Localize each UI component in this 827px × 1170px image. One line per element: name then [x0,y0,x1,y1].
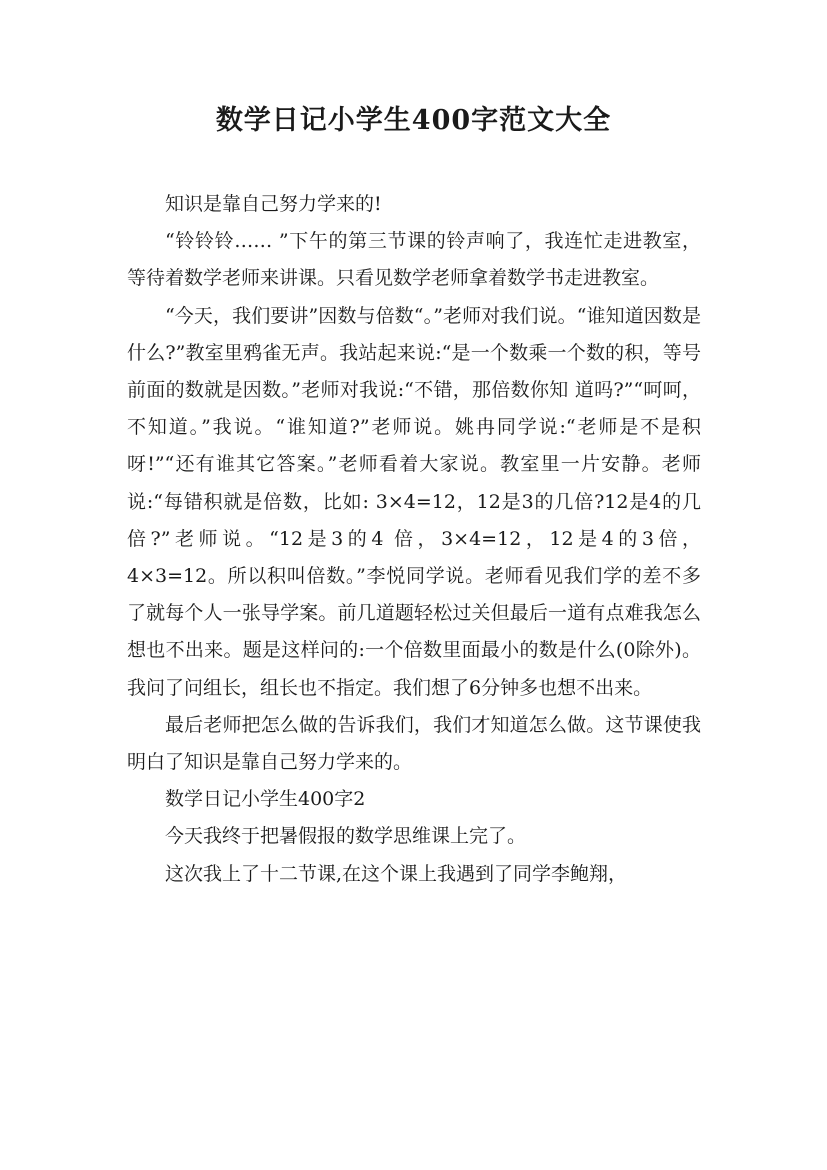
paragraph: “今天，我们要讲”因数与倍数“。”老师对我们说。“谁知道因数是什么?”教室里鸦雀无声。我站起来说:“是一个数乘一个数的积，等号前面的数就是因数。”老师对我说:“不错，那倍数你知 道吗?”“呵呵，不知道。”我说。“谁知道?”老师说。姚冉同学说:“老师是不是积呀!”“还有谁其它答案。”老师看着大家说。教室里一片安静。老师说:“每错积就是倍数，比如: 3×4=12，12是3的几倍?12是4的几倍?”老师说。“12是3的4 倍，3×4=12，12是4的3倍，4×3=12。所以积叫倍数。”李悦同学说。老师看见我们学的差不多了就每个人一张导学案。前几道题轻松过关但最后一道有点难我怎么想也不出来。题是这样问的:一个倍数里面最小的数是什么(0除外)。我问了问组长，组长也不指定。我们想了6分钟多也想不出来。 [127,304,701,699]
paragraph: 最后老师把怎么做的告诉我们，我们才知道怎么做。这节课使我明白了知识是靠自己努力学来的。 [127,713,701,774]
paragraph: 知识是靠自己努力学来的! [165,193,382,215]
section-heading: 数学日记小学生400字2 [165,788,366,811]
paragraph: 今天我终于把暑假报的数学思维课上完了。 [165,825,527,848]
page-title: 数学日记小学生400字范文大全 [215,105,612,136]
paragraph: 这次我上了十二节课,在这个课上我遇到了同学李鲍翔， [165,862,628,885]
paragraph: “铃铃铃…… ”下午的第三节课的铃声响了，我连忙走进教室，等待着数学老师来讲课。只看见数学老师拿着数学书走进教室。 [127,230,701,290]
article-body [127,186,701,893]
